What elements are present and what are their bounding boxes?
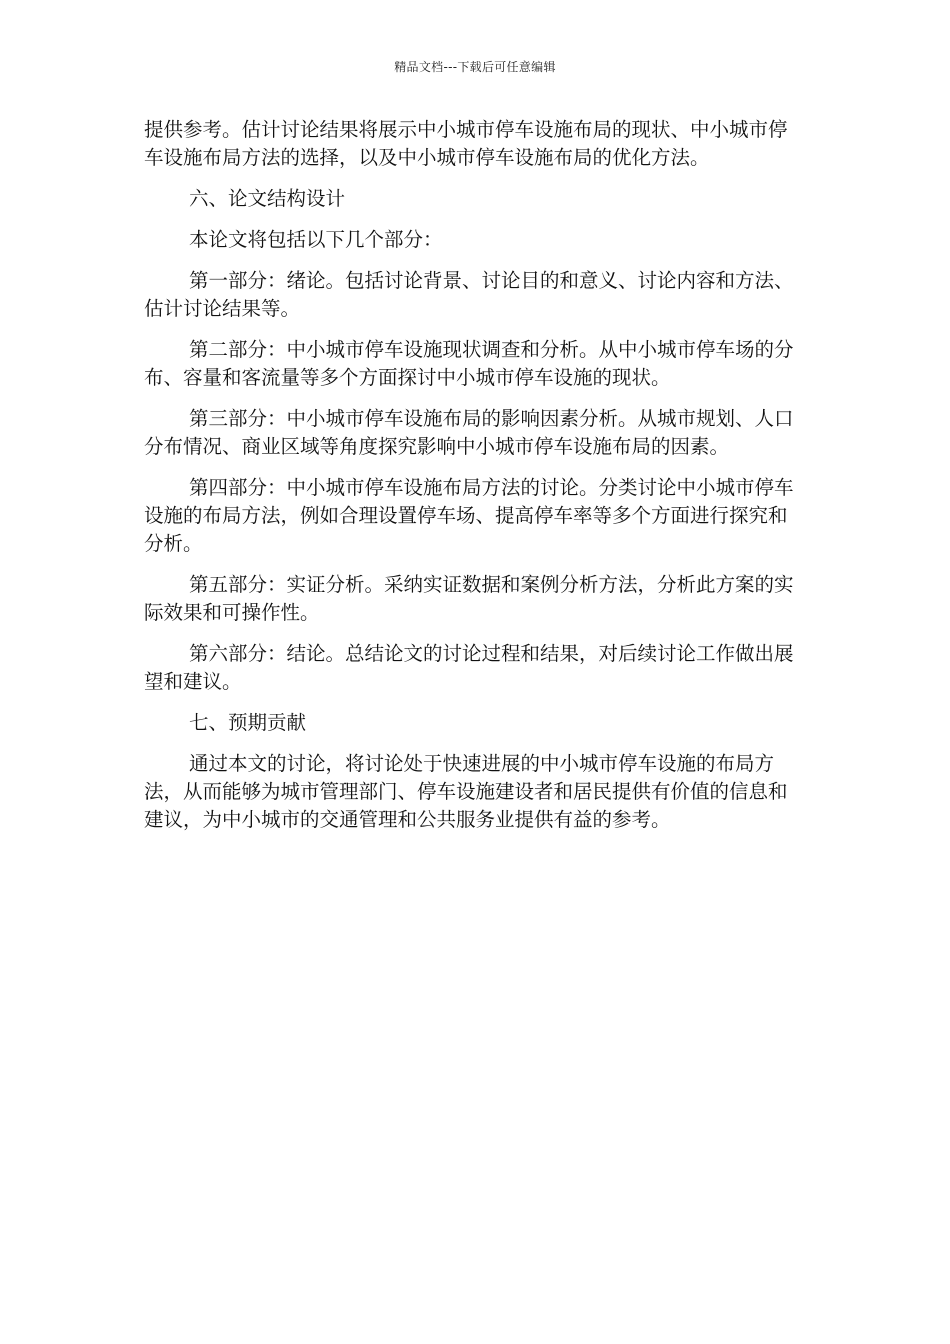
- paragraph-contribution: 通过本文的讨论，将讨论处于快速进展的中小城市停车设施的布局方法，从而能够为城市管理部门、停车设施建设者和居民提供有价值的信息和建议，为中小城市的交通管理和公共服务业提供有益的参考。: [144, 752, 788, 831]
- paragraph-part-2: 第二部分：中小城市停车设施现状调查和分析。从中小城市停车场的分布、容量和客流量等多个方面探讨中小城市停车设施的现状。: [144, 338, 794, 389]
- paragraph-intro-parts: 本论文将包括以下几个部分：: [189, 228, 443, 251]
- paragraph-part-5: 第五部分：实证分析。采纳实证数据和案例分析方法，分析此方案的实际效果和可操作性。: [144, 573, 794, 624]
- paragraph-part-3: 第三部分：中小城市停车设施布局的影响因素分析。从城市规划、人口分布情况、商业区域等角度探究影响中小城市停车设施布局的因素。: [144, 407, 794, 458]
- section-heading-structure: 六、论文结构设计: [189, 187, 346, 210]
- paragraph-part-4: 第四部分：中小城市停车设施布局方法的讨论。分类讨论中小城市停车设施的布局方法，例如合理设置停车场、提高停车率等多个方面进行探究和分析。: [144, 476, 794, 555]
- page-header: 精品文档---下载后可任意编辑: [394, 60, 556, 74]
- section-heading-contribution: 七、预期贡献: [189, 711, 307, 734]
- paragraph-continued: 提供参考。估计讨论结果将展示中小城市停车设施布局的现状、中小城市停车设施布局方法的选择，以及中小城市停车设施布局的优化方法。: [144, 118, 788, 169]
- paragraph-part-6: 第六部分：结论。总结论文的讨论过程和结果，对后续讨论工作做出展望和建议。: [144, 642, 794, 693]
- paragraph-part-1: 第一部分：绪论。包括讨论背景、讨论目的和意义、讨论内容和方法、估计讨论结果等。: [144, 269, 794, 320]
- document-body: [144, 116, 794, 847]
